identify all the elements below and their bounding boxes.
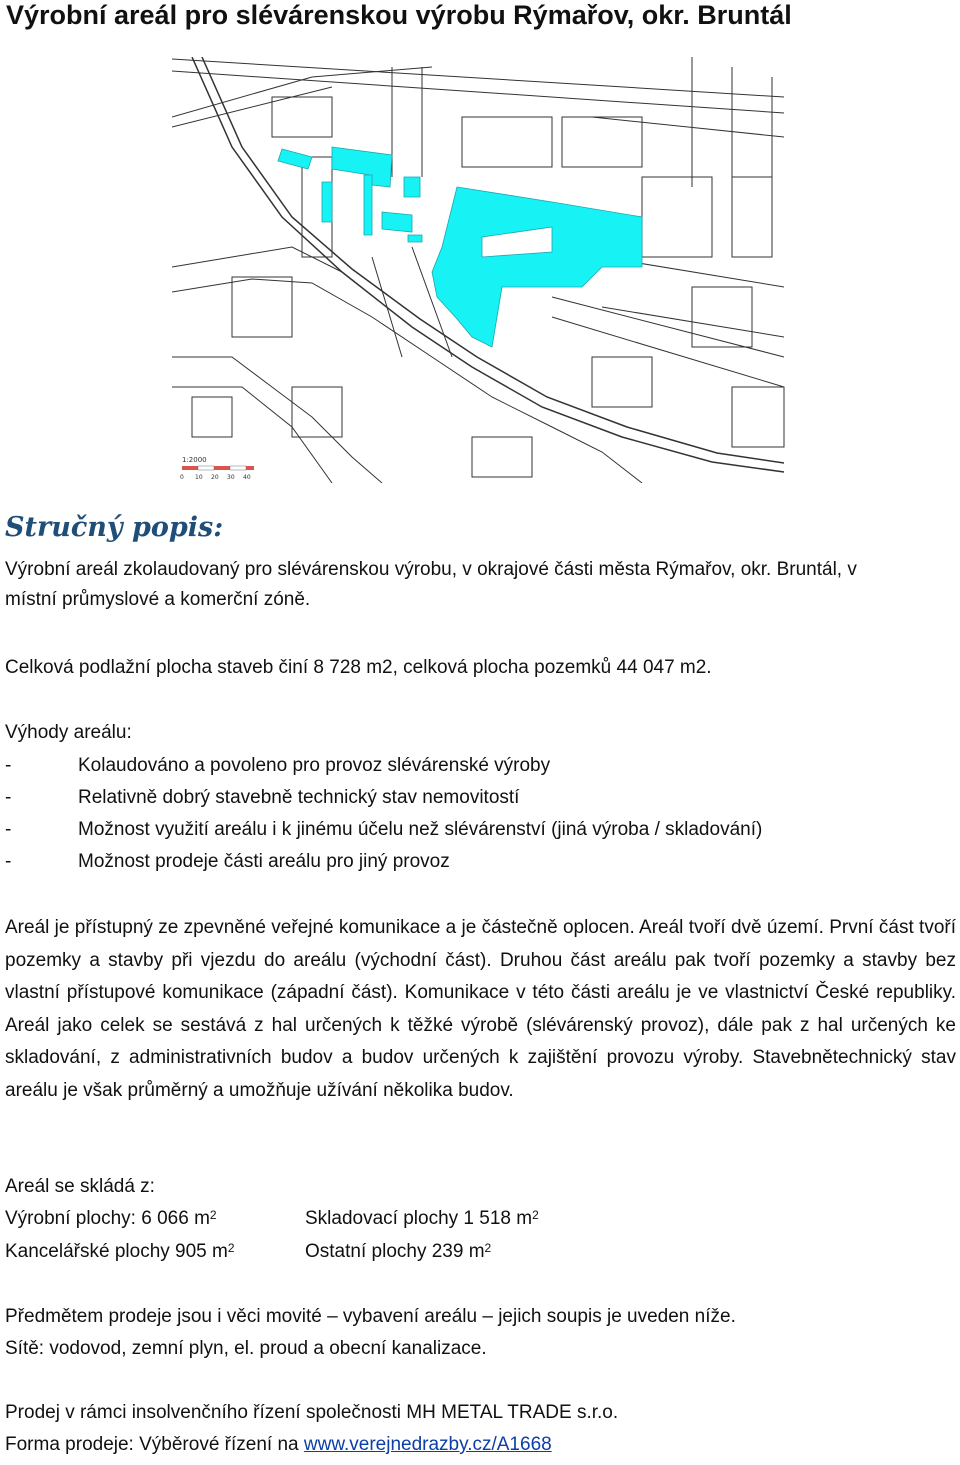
production-area: Výrobní plochy: 6 066 $m^2$ — [5, 1208, 217, 1229]
auction-link[interactable]: www.verejnedrazby.cz/A1668 — [303, 1434, 552, 1455]
list-item: - Možnost prodeje části areálu pro jiný provoz — [5, 851, 450, 872]
map-scale-tick: 0 — [180, 474, 184, 481]
composition-row — [5, 1237, 492, 1267]
section-heading: Stručný popis: — [5, 512, 224, 543]
map-scale-tick: 40 — [243, 474, 251, 481]
list-item: - Kolaudováno a povoleno pro provoz slévárenské výroby — [5, 755, 551, 776]
sale-form — [5, 1430, 956, 1460]
list-item-text: Kolaudováno a povoleno pro provoz slévárenské výroby — [78, 755, 551, 776]
site-map — [172, 57, 786, 483]
map-scale-tick: 30 — [227, 474, 235, 481]
movables-text: Předmětem prodeje jsou i věci movité – vybavení areálu – jejich soupis je uveden níže. — [5, 1306, 736, 1327]
map-scale-tick: 20 — [211, 474, 219, 481]
list-item-text: Možnost využití areálu i k jinému účelu než slévárenství (jiná výroba / skladování) — [78, 819, 763, 840]
list-item-text: Možnost prodeje části areálu pro jiný provoz — [78, 851, 450, 872]
page-title: Výrobní areál pro slévárenskou výrobu Rýmařov, okr. Bruntál — [6, 0, 792, 30]
advantages-heading: Výhody areálu: — [5, 722, 132, 743]
list-item: - Možnost využití areálu i k jinému účelu než slévárenství (jiná výroba / skladování) — [5, 819, 763, 840]
area-sentence: Celková podlažní plocha staveb činí 8 728 m2, celková plocha pozemků 44 047 m2. — [5, 657, 712, 678]
composition-row — [5, 1204, 539, 1234]
map-scale-tick: 10 — [195, 474, 203, 481]
intro-line-1: Výrobní areál zkolaudovaný pro slévárenskou výrobu, v okrajové části města Rýmařov, okr. Bruntál, v — [5, 559, 857, 580]
map-scale-label: 1:2000 — [182, 456, 207, 464]
storage-area: Skladovací plochy 1 518 $m^2$ — [305, 1208, 539, 1229]
sale-context: Prodej v rámci insolvenčního řízení společnosti MH METAL TRADE s.r.o. — [5, 1402, 619, 1423]
intro-text — [5, 555, 956, 615]
description-paragraph: Areál je přístupný ze zpevněné veřejné komunikace a je částečně oplocen. Areál tvoří dvě území. První část tvoří pozemky a stavby při vjezdu do areálu (východní část). Druhou část areálu pak tvoří pozemky a stavby bez vlastní přístupové komunikace (západní část). Komunikace v této části areálu je ve vlastnictví České republiky. Areál jako celek se sestává z hal určených k těžké výrobě (slévárenský provoz), dále pak z hal určených ke skladování, z administrativních budov a budov určených k zajištění provozu výroby. Stavebnětechnický stav areálu je však průměrný a umožňuje užívání několika budov. — [5, 917, 956, 1101]
intro-line-2: místní průmyslové a komerční zóně. — [5, 589, 311, 610]
networks-text: Sítě: vodovod, zemní plyn, el. proud a obecní kanalizace. — [5, 1338, 487, 1359]
list-item: - Relativně dobrý stavebně technický stav nemovitostí — [5, 787, 520, 808]
other-area: Ostatní plochy 239 $m^2$ — [305, 1241, 492, 1262]
list-item-text: Relativně dobrý stavebně technický stav nemovitostí — [78, 787, 520, 808]
office-area: Kancelářské plochy 905 $m^2$ — [5, 1241, 235, 1262]
composition-heading: Areál se skládá z: — [5, 1176, 155, 1197]
sale-form-label: Forma prodeje: Výběrové řízení na — [5, 1434, 304, 1455]
